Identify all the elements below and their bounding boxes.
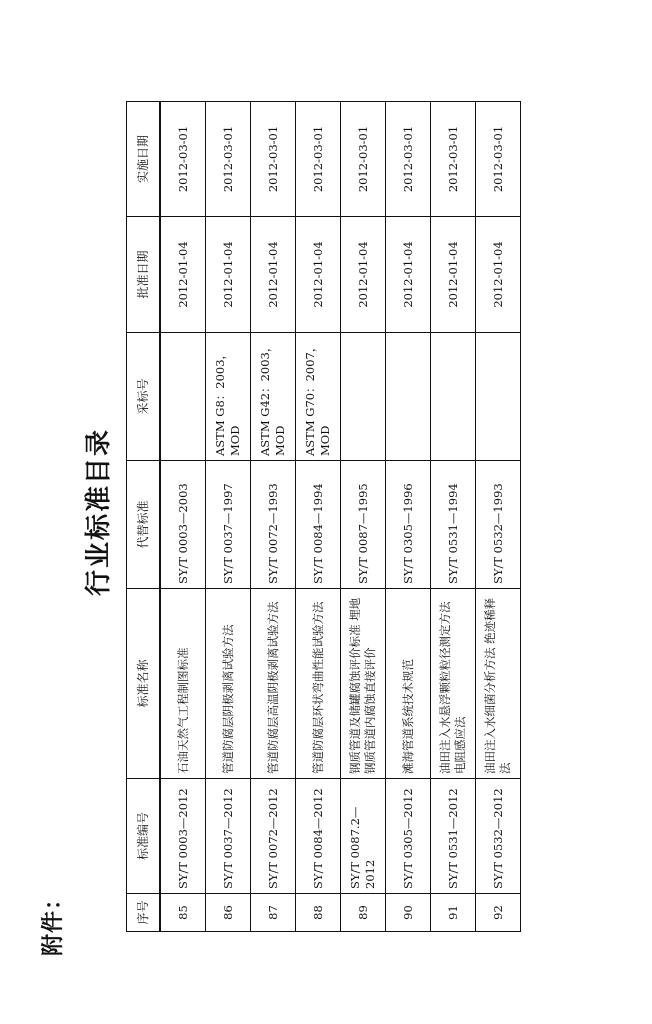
cell-standard-name: 油田注入水悬浮颗粒粒径测定方法 电阻感应法 <box>431 589 476 779</box>
header-adopted-standard: 采标号 <box>127 333 161 461</box>
cell-adopted-standard: ASTM G42：2003，MOD <box>251 333 296 461</box>
table-row <box>476 102 521 932</box>
cell-standard-number: SY/T 0072—2012 <box>251 779 296 894</box>
cell-replaced-standard: SY/T 0305—1996 <box>386 461 431 589</box>
cell-standard-number: SY/T 0532—2012 <box>476 779 521 894</box>
header-standard-name: 标准名称 <box>127 589 161 779</box>
cell-approval-date: 2012-01-04 <box>206 217 251 333</box>
cell-replaced-standard: SY/T 0072—1993 <box>251 461 296 589</box>
cell-replaced-standard: SY/T 0003—2003 <box>160 461 206 589</box>
cell-standard-number: SY/T 0087.2—2012 <box>341 779 386 894</box>
header-standard-number: 标准编号 <box>127 779 161 894</box>
table-row <box>431 102 476 932</box>
cell-adopted-standard: ASTM G8：2003，MOD <box>206 333 251 461</box>
cell-standard-name: 油田注入水细菌分析方法 绝迹稀释法 <box>476 589 521 779</box>
cell-implementation-date: 2012-03-01 <box>296 102 341 217</box>
cell-adopted-standard <box>386 333 431 461</box>
header-implementation-date: 实施日期 <box>127 102 161 217</box>
cell-standard-number: SY/T 0084—2012 <box>296 779 341 894</box>
cell-implementation-date: 2012-03-01 <box>476 102 521 217</box>
cell-standard-name: 滩海管道系统技术规范 <box>386 589 431 779</box>
cell-approval-date: 2012-01-04 <box>160 217 206 333</box>
cell-replaced-standard: SY/T 0531—1994 <box>431 461 476 589</box>
cell-index: 89 <box>341 894 386 932</box>
header-replaced-standard: 代替标准 <box>127 461 161 589</box>
cell-replaced-standard: SY/T 0084—1994 <box>296 461 341 589</box>
cell-implementation-date: 2012-03-01 <box>341 102 386 217</box>
cell-approval-date: 2012-01-04 <box>251 217 296 333</box>
attachment-label: 附件： <box>41 886 66 956</box>
table-header-row <box>127 102 161 932</box>
cell-standard-name: 管道防腐层环状弯曲性能试验方法 <box>296 589 341 779</box>
cell-standard-number: SY/T 0305—2012 <box>386 779 431 894</box>
cell-implementation-date: 2012-03-01 <box>251 102 296 217</box>
cell-standard-number: SY/T 0037—2012 <box>206 779 251 894</box>
cell-standard-number: SY/T 0003—2012 <box>160 779 206 894</box>
cell-adopted-standard <box>341 333 386 461</box>
table-row <box>251 102 296 932</box>
cell-standard-name: 石油天然气工程制图标准 <box>160 589 206 779</box>
cell-approval-date: 2012-01-04 <box>431 217 476 333</box>
table-row <box>206 102 251 932</box>
table-row <box>341 102 386 932</box>
cell-implementation-date: 2012-03-01 <box>386 102 431 217</box>
cell-approval-date: 2012-01-04 <box>341 217 386 333</box>
table-row <box>386 102 431 932</box>
standards-table <box>126 101 521 932</box>
cell-standard-name: 管道防腐层高温阴极剥离试验方法 <box>251 589 296 779</box>
cell-adopted-standard: ASTM G70：2007，MOD <box>296 333 341 461</box>
cell-adopted-standard <box>431 333 476 461</box>
cell-implementation-date: 2012-03-01 <box>431 102 476 217</box>
cell-replaced-standard: SY/T 0037—1997 <box>206 461 251 589</box>
cell-adopted-standard <box>160 333 206 461</box>
cell-standard-name: 管道防腐层阴极剥离试验方法 <box>206 589 251 779</box>
cell-approval-date: 2012-01-04 <box>296 217 341 333</box>
header-approval-date: 批准日期 <box>127 217 161 333</box>
cell-standard-number: SY/T 0531—2012 <box>431 779 476 894</box>
page-title: 行业标准目录 <box>84 428 114 597</box>
cell-implementation-date: 2012-03-01 <box>160 102 206 217</box>
cell-approval-date: 2012-01-04 <box>386 217 431 333</box>
header-index: 序号 <box>127 894 161 932</box>
cell-index: 91 <box>431 894 476 932</box>
table-row <box>296 102 341 932</box>
table-row <box>160 102 206 932</box>
cell-replaced-standard: SY/T 0087—1995 <box>341 461 386 589</box>
cell-index: 86 <box>206 894 251 932</box>
cell-implementation-date: 2012-03-01 <box>206 102 251 217</box>
cell-index: 88 <box>296 894 341 932</box>
cell-index: 87 <box>251 894 296 932</box>
cell-adopted-standard <box>476 333 521 461</box>
cell-replaced-standard: SY/T 0532—1993 <box>476 461 521 589</box>
cell-index: 90 <box>386 894 431 932</box>
cell-index: 85 <box>160 894 206 932</box>
cell-standard-name: 钢质管道及储罐腐蚀评价标准 埋地钢质管道内腐蚀直接评价 <box>341 589 386 779</box>
cell-approval-date: 2012-01-04 <box>476 217 521 333</box>
cell-index: 92 <box>476 894 521 932</box>
